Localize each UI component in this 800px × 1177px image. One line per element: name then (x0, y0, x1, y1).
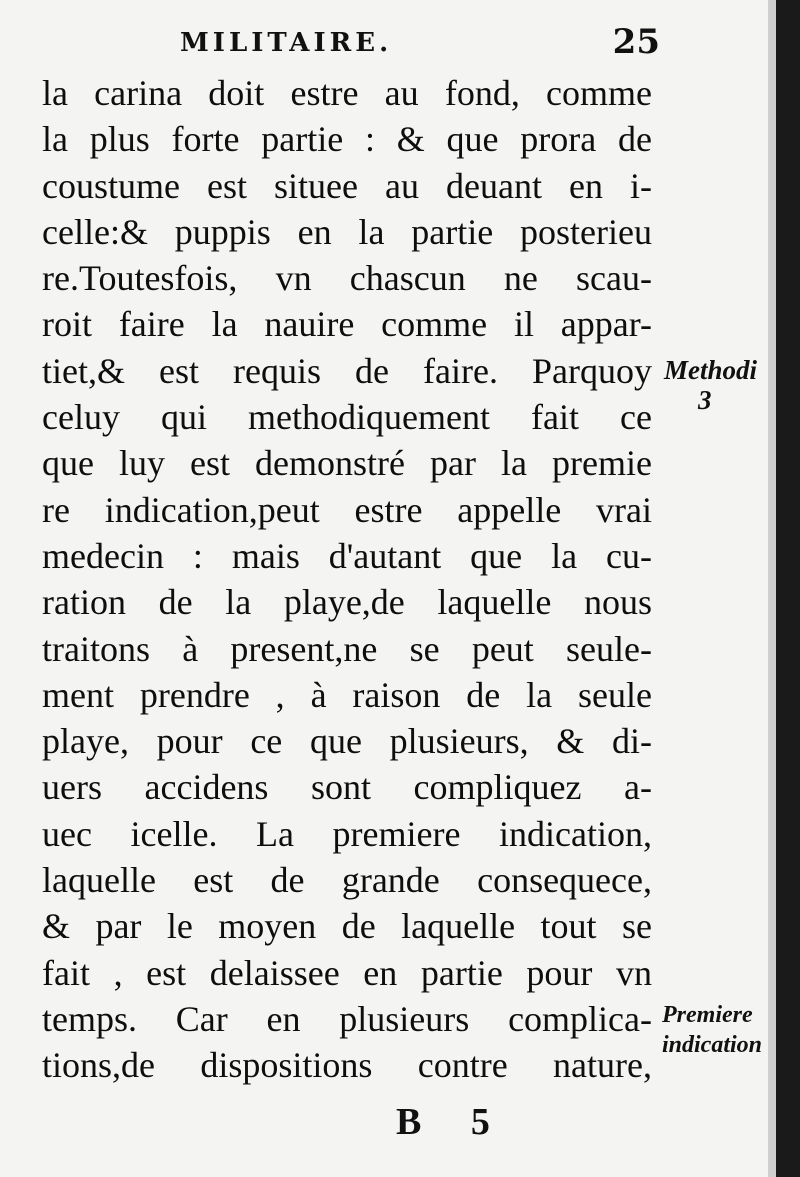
text-line: laquelle est de grande consequece, (42, 860, 652, 901)
text-line: que luy est demonstré par la premie (42, 443, 652, 484)
text-line: uers accidens sont compliquez a- (42, 767, 652, 808)
text-line: roit faire la nauire comme il appar- (42, 304, 652, 345)
text-line: tions,de dispositions contre nature, (42, 1045, 652, 1086)
margin-note-line: Premiere (662, 1002, 753, 1028)
text-line: coustume est situee au deuant en i- (42, 165, 652, 206)
text-line: la carina doit estre au fond, comme (42, 73, 652, 113)
text-line: la plus forte partie : & que prora de (42, 119, 652, 160)
body-text (42, 70, 652, 1089)
text-line: fait , est delaissee en partie pour vn (42, 952, 652, 993)
page-number: 25 (612, 22, 660, 62)
margin-note-methodi (664, 355, 757, 415)
page-edge-shadow (768, 0, 776, 1177)
text-line: ration de la playe,de laquelle nous (42, 582, 652, 623)
text-line: temps. Car en plusieurs complica- (42, 998, 652, 1039)
text-line: & par le moyen de laquelle tout se (42, 906, 652, 947)
text-line: tiet,& est requis de faire. Parquoy (42, 350, 652, 391)
text-line: re indication,peut estre appelle vrai (42, 489, 652, 530)
signature-mark: B 5 (396, 1101, 510, 1143)
text-line: celuy qui methodiquement fait ce (42, 397, 652, 438)
text-line: ment prendre , à raison de la seule (42, 674, 652, 715)
margin-note-number: 3 (698, 385, 712, 415)
margin-note-line: indication (662, 1032, 763, 1058)
text-line: traitons à present,ne se peut seule- (42, 628, 652, 669)
book-binding (776, 0, 800, 1177)
page-header (180, 22, 660, 62)
margin-note-word: Methodi (664, 355, 758, 385)
text-line: re.Toutesfois, vn chascun ne scau- (42, 258, 652, 299)
margin-note-premiere-indication (662, 1000, 762, 1060)
running-head: MILITAIRE. (180, 28, 393, 58)
text-line: playe, pour ce que plusieurs, & di- (42, 721, 652, 762)
text-line: celle:& puppis en la partie posterieu (42, 211, 652, 252)
text-line: medecin : mais d'autant que la cu- (42, 535, 652, 576)
text-line: uec icelle. La premiere indication, (42, 813, 652, 854)
